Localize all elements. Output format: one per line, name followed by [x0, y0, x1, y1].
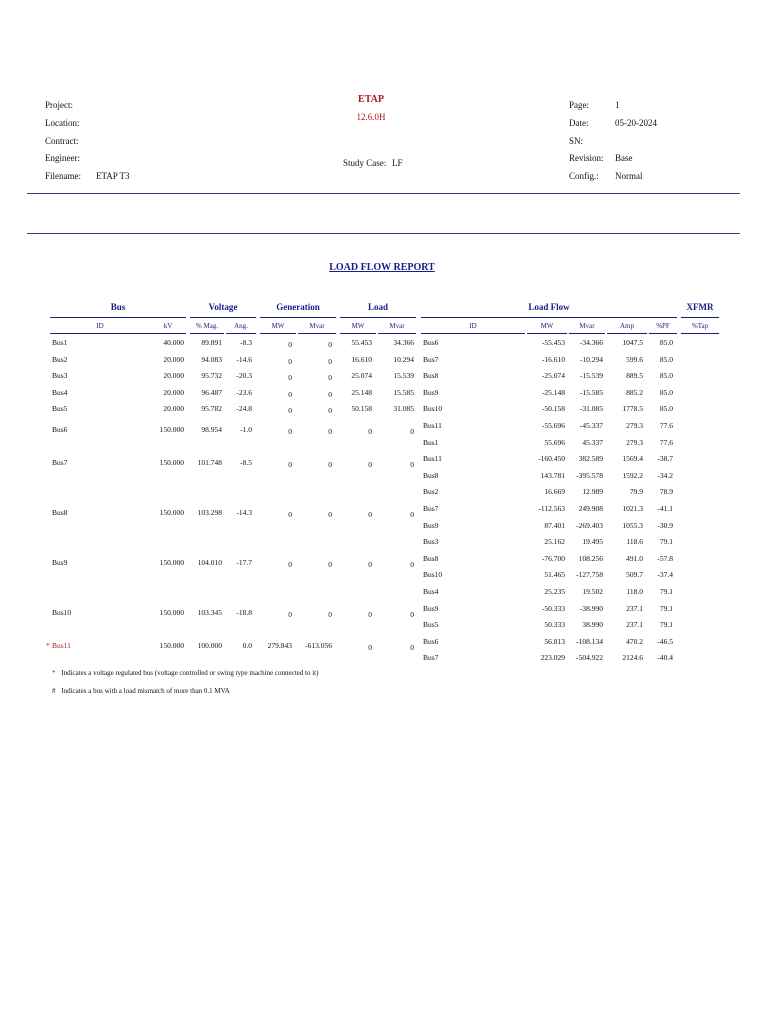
- bus-gen-mvar: 0: [328, 510, 332, 519]
- flow-amp: 599.6: [626, 354, 643, 364]
- flow-pf: 85.0: [659, 338, 673, 347]
- bus-load-mw: 0: [368, 609, 372, 619]
- col-gen-mvar: Mvar: [309, 322, 325, 330]
- bus-gen-mw: 0: [288, 340, 292, 349]
- flow-amp: 509.7: [626, 570, 643, 580]
- sub-rule-mag: [190, 333, 224, 334]
- flow-to-bus: Bus5: [423, 620, 439, 630]
- bus-load-mw: 55.453: [351, 338, 372, 347]
- bus-load-mw: 0: [368, 559, 372, 569]
- flow-to-bus: Bus2: [423, 487, 439, 497]
- bus-gen-mvar: 0: [328, 427, 332, 436]
- flow-mvar: -38.990: [579, 603, 603, 613]
- flow-amp: 79.9: [629, 487, 643, 497]
- group-load-flow-rule: [421, 317, 677, 318]
- flow-mvar: -395.578: [576, 470, 603, 480]
- bus-load-mvar: 0: [410, 642, 414, 652]
- flow-amp: 889.5: [626, 371, 643, 381]
- bus-ang: -8.5: [240, 458, 252, 468]
- flow-mw: -112.563: [538, 504, 565, 513]
- col-kv: kV: [163, 322, 173, 330]
- flow-mw: -16.610: [541, 354, 565, 364]
- bus-mag: 98.954: [201, 425, 222, 434]
- bus-load-mvar: 31.085: [393, 404, 414, 414]
- col-load-mw: MW: [351, 322, 365, 330]
- bus-load-mw: 0: [368, 642, 372, 652]
- bus-gen-mvar: 0: [328, 356, 332, 366]
- flow-mw: 55.696: [544, 437, 565, 447]
- bus-load-mw: 50.158: [351, 404, 372, 414]
- study-case-value: LF: [392, 158, 403, 168]
- flow-amp: 1592.2: [622, 470, 643, 480]
- bus-ang: -24.8: [236, 404, 252, 414]
- bus-ang: -17.7: [236, 557, 252, 567]
- bus-id: Bus10: [52, 607, 72, 617]
- bus-kv: 20.000: [163, 387, 184, 397]
- bus-id: Bus5: [52, 404, 68, 414]
- flow-pf: 77.6: [659, 437, 673, 447]
- bus-load-mw: 25.148: [351, 387, 372, 397]
- bus-mag: 95.732: [201, 371, 222, 381]
- sub-rule-ang: [226, 333, 256, 334]
- flow-to-bus: Bus11: [423, 421, 442, 430]
- flow-pf: 79.1: [659, 537, 673, 547]
- bus-id: Bus6: [52, 425, 68, 434]
- bus-id: Bus8: [52, 508, 68, 517]
- flow-amp: 1778.5: [622, 404, 643, 414]
- bus-gen-mvar: 0: [328, 373, 332, 383]
- flow-mvar: 19.502: [582, 587, 603, 596]
- bus-kv: 150.000: [159, 607, 184, 617]
- flow-mvar: 382.589: [578, 454, 603, 464]
- bus-gen-mw: 0: [288, 609, 292, 619]
- bus-load-mvar: 0: [410, 510, 414, 519]
- page-value: 1: [615, 100, 620, 110]
- bus-mag: 101.748: [197, 458, 222, 468]
- flow-amp: 1021.3: [622, 504, 643, 513]
- page-label: Page:: [569, 100, 589, 110]
- sn-label: SN:: [569, 136, 584, 146]
- bus-load-mvar: 10.294: [393, 354, 414, 364]
- bus-id: Bus3: [52, 371, 68, 381]
- flow-amp: 237.1: [626, 603, 643, 613]
- flow-mw: -160.450: [538, 454, 565, 464]
- flow-mvar: -127.758: [576, 570, 603, 580]
- bus-ang: -14.3: [236, 508, 252, 517]
- bus-id: Bus9: [52, 557, 68, 567]
- bus-gen-mvar: 0: [328, 460, 332, 470]
- bus-gen-mvar: 0: [328, 389, 332, 399]
- group-bus-rule: [50, 317, 186, 318]
- sub-rule-load-mw: [340, 333, 376, 334]
- location-label: Location:: [45, 118, 80, 128]
- bus-ang: 0.0: [242, 640, 252, 650]
- bus-kv: 150.000: [159, 425, 184, 434]
- flow-mw: -55.453: [541, 338, 565, 347]
- flow-mvar: -108.134: [576, 636, 603, 646]
- bus-gen-mw: 0: [288, 356, 292, 366]
- flow-mw: 56.813: [544, 636, 565, 646]
- bus-gen-mw: 0: [288, 427, 292, 436]
- bus-gen-mw: 0: [288, 510, 292, 519]
- flow-amp: 237.1: [626, 620, 643, 630]
- flow-pf: 77.6: [659, 421, 673, 430]
- bus-mag: 103.345: [197, 607, 222, 617]
- config-value: Normal: [615, 171, 643, 181]
- bus-gen-mw: 0: [288, 460, 292, 470]
- col-tap: %Tap: [691, 322, 709, 330]
- bus-mag: 103.298: [197, 508, 222, 517]
- flow-mw: 87.401: [544, 520, 565, 530]
- flow-amp: 118.0: [626, 587, 643, 596]
- flow-to-bus: Bus8: [423, 553, 439, 563]
- flow-mvar: 249.908: [578, 504, 603, 513]
- bus-mag: 100.000: [197, 640, 222, 650]
- bus-load-mw: 0: [368, 427, 372, 436]
- bus-id: Bus11: [52, 640, 71, 650]
- flow-mvar: -504.922: [576, 653, 603, 663]
- flow-pf: 79.1: [659, 620, 673, 630]
- col-ang: Ang.: [234, 322, 248, 330]
- bus-ang: -20.3: [236, 371, 252, 381]
- flow-to-bus: Bus6: [423, 636, 439, 646]
- header-divider-top: [27, 193, 740, 194]
- flow-mvar: -34.366: [579, 338, 603, 347]
- bus-gen-mw: 0: [288, 389, 292, 399]
- flow-mw: 50.333: [544, 620, 565, 630]
- app-name: ETAP: [358, 94, 384, 105]
- bus-kv: 20.000: [163, 354, 184, 364]
- bus-gen-mvar: 0: [328, 340, 332, 349]
- note-load-mismatch: [52, 687, 230, 695]
- flow-pf: -57.8: [657, 553, 673, 563]
- note-marker: #: [52, 687, 56, 695]
- flow-pf: 79.1: [659, 603, 673, 613]
- flow-to-bus: Bus9: [423, 520, 439, 530]
- bus-gen-mw: 0: [288, 559, 292, 569]
- group-voltage: Voltage: [208, 302, 238, 312]
- flow-mw: -55.696: [541, 421, 565, 430]
- bus-mag: 104.010: [197, 557, 222, 567]
- flow-mvar: 45.337: [582, 437, 603, 447]
- revision-label: Revision:: [569, 153, 604, 163]
- flow-mvar: 108.256: [578, 553, 603, 563]
- sub-rule-pf: [649, 333, 677, 334]
- group-load-rule: [340, 317, 416, 318]
- col-lf-mw: MW: [540, 322, 554, 330]
- bus-load-mvar: 0: [410, 609, 414, 619]
- flow-to-bus: Bus3: [423, 537, 439, 547]
- project-label: Project:: [45, 100, 73, 110]
- flow-pf: 85.0: [659, 404, 673, 414]
- col-id: ID: [96, 322, 104, 330]
- flow-to-bus: Bus1: [423, 437, 439, 447]
- sub-rule-gen-mw: [260, 333, 296, 334]
- flow-mw: -25.148: [541, 387, 565, 397]
- flow-pf: -30.9: [657, 520, 673, 530]
- config-label: Config.:: [569, 171, 599, 181]
- note-text: Indicates a bus with a load mismatch of more than 0.1 MVA: [61, 687, 230, 695]
- engineer-label: Engineer:: [45, 153, 80, 163]
- bus-load-mvar: 34.366: [393, 338, 414, 347]
- flow-pf: -34.2: [657, 470, 673, 480]
- bus-gen-mvar: 0: [328, 609, 332, 619]
- flow-amp: 1569.4: [622, 454, 643, 464]
- bus-ang: -8.3: [240, 338, 252, 347]
- flow-to-bus: Bus10: [423, 404, 443, 414]
- flow-mw: 16.669: [544, 487, 565, 497]
- bus-mag: 95.782: [201, 404, 222, 414]
- col-pf: %PF: [656, 322, 670, 330]
- flow-pf: -38.7: [657, 454, 673, 464]
- sub-rule-tap: [681, 333, 719, 334]
- bus-mag: 96.487: [201, 387, 222, 397]
- flow-mw: -50.333: [541, 603, 565, 613]
- col-mag: % Mag.: [195, 322, 219, 330]
- bus-id: Bus2: [52, 354, 68, 364]
- contract-label: Contract:: [45, 136, 79, 146]
- sub-rule-lf-mw: [527, 333, 567, 334]
- flow-to-bus: Bus8: [423, 371, 439, 381]
- flow-mw: 51.465: [544, 570, 565, 580]
- bus-gen-mvar: 0: [328, 406, 332, 416]
- date-value: 05-20-2024: [615, 118, 657, 128]
- flow-amp: 118.6: [626, 537, 643, 547]
- flow-mvar: -31.085: [579, 404, 603, 414]
- flow-amp: 1047.5: [622, 338, 643, 347]
- flow-pf: 78.9: [659, 487, 673, 497]
- flow-mw: 25.235: [544, 587, 565, 596]
- note-voltage-regulated: [52, 669, 318, 677]
- note-text: Indicates a voltage regulated bus (voltage controlled or swing type machine connected to it): [61, 669, 319, 677]
- group-bus: Bus: [110, 302, 126, 312]
- app-version: 12.6.0H: [356, 112, 386, 122]
- bus-load-mw: 25.074: [351, 371, 372, 381]
- flow-pf: 79.1: [659, 587, 673, 596]
- flow-pf: -41.1: [657, 504, 673, 513]
- bus-id: Bus1: [52, 338, 68, 347]
- flow-mw: 143.781: [540, 470, 565, 480]
- bus-gen-mvar: -613.056: [305, 640, 332, 650]
- flow-mvar: 19.495: [582, 537, 603, 547]
- flow-to-bus: Bus8: [423, 470, 439, 480]
- flow-mvar: 38.990: [582, 620, 603, 630]
- flow-pf: 85.0: [659, 371, 673, 381]
- flow-to-bus: Bus7: [423, 354, 439, 364]
- bus-load-mvar: 15.585: [393, 387, 414, 397]
- flow-mw: 223.029: [540, 653, 565, 663]
- col-load-mvar: Mvar: [389, 322, 405, 330]
- bus-mag: 94.083: [201, 354, 222, 364]
- flow-amp: 1055.3: [622, 520, 643, 530]
- bus-mag: 89.891: [201, 338, 222, 347]
- flow-pf: -37.4: [657, 570, 673, 580]
- col-amp: Amp: [620, 322, 634, 330]
- bus-load-mw: 0: [368, 510, 372, 519]
- group-load: Load: [367, 302, 388, 312]
- col-gen-mw: MW: [271, 322, 285, 330]
- flow-to-bus: Bus7: [423, 504, 439, 513]
- bus-id: Bus7: [52, 458, 68, 468]
- header-divider-bottom: [27, 233, 740, 234]
- col-lf-mvar: Mvar: [579, 322, 595, 330]
- bus-kv: 20.000: [163, 371, 184, 381]
- bus-gen-mw: 279.843: [267, 640, 292, 650]
- group-generation: Generation: [276, 302, 320, 312]
- bus-ang: -14.6: [236, 354, 252, 364]
- bus-gen-mw: 0: [288, 373, 292, 383]
- flow-mvar: -269.403: [576, 520, 603, 530]
- bus-load-mw: 0: [368, 460, 372, 470]
- bus-gen-mvar: 0: [328, 559, 332, 569]
- bus-load-mvar: 0: [410, 460, 414, 470]
- flow-pf: 85.0: [659, 354, 673, 364]
- sub-rule-lf-id: [421, 333, 525, 334]
- bus-ang: -1.0: [240, 425, 252, 434]
- sub-rule-gen-mvar: [298, 333, 336, 334]
- flow-amp: 2124.6: [622, 653, 643, 663]
- flow-mw: -76.700: [541, 553, 565, 563]
- filename-value: ETAP T3: [96, 171, 130, 181]
- flow-mvar: -10.294: [579, 354, 603, 364]
- filename-label: Filename:: [45, 171, 81, 181]
- flow-mw: -25.074: [541, 371, 565, 381]
- note-marker: *: [52, 669, 56, 677]
- bus-gen-mw: 0: [288, 406, 292, 416]
- flow-to-bus: Bus9: [423, 603, 439, 613]
- flow-mvar: -15.585: [579, 387, 603, 397]
- group-generation-rule: [260, 317, 336, 318]
- sub-rule-load-mvar: [378, 333, 416, 334]
- group-xfmr-rule: [681, 317, 719, 318]
- bus-load-mvar: 0: [410, 559, 414, 569]
- flow-mvar: 12.989: [582, 487, 603, 497]
- flow-to-bus: Bus9: [423, 387, 439, 397]
- swing-marker: *: [46, 640, 50, 650]
- sub-rule-lf-mvar: [569, 333, 605, 334]
- flow-to-bus: Bus10: [423, 570, 443, 580]
- flow-pf: -40.4: [657, 653, 673, 663]
- flow-amp: 279.3: [626, 437, 643, 447]
- bus-kv: 150.000: [159, 458, 184, 468]
- group-voltage-rule: [190, 317, 256, 318]
- bus-kv: 40.000: [163, 338, 184, 347]
- bus-ang: -18.8: [236, 607, 252, 617]
- flow-amp: 279.3: [626, 421, 643, 430]
- flow-to-bus: Bus4: [423, 587, 439, 596]
- report-title: LOAD FLOW REPORT: [329, 262, 435, 273]
- flow-to-bus: Bus6: [423, 338, 439, 347]
- bus-load-mw: 16.610: [351, 354, 372, 364]
- flow-pf: 85.0: [659, 387, 673, 397]
- sub-rule-bus: [50, 333, 186, 334]
- group-xfmr: XFMR: [686, 302, 714, 312]
- bus-id: Bus4: [52, 387, 68, 397]
- revision-value: Base: [615, 153, 633, 163]
- flow-mvar: -45.337: [579, 421, 603, 430]
- bus-load-mvar: 0: [410, 427, 414, 436]
- sub-rule-amp: [607, 333, 647, 334]
- flow-mw: 25.162: [544, 537, 565, 547]
- date-label: Date:: [569, 118, 589, 128]
- flow-amp: 491.0: [626, 553, 643, 563]
- bus-ang: -23.6: [236, 387, 252, 397]
- flow-amp: 885.2: [626, 387, 643, 397]
- col-lf-id: ID: [469, 322, 477, 330]
- bus-kv: 150.000: [159, 640, 184, 650]
- flow-amp: 470.2: [626, 636, 643, 646]
- flow-to-bus: Bus7: [423, 653, 439, 663]
- study-case-label: Study Case:: [343, 158, 387, 168]
- bus-load-mvar: 15.539: [393, 371, 414, 381]
- flow-to-bus: Bus11: [423, 454, 442, 464]
- flow-pf: -46.5: [657, 636, 673, 646]
- bus-kv: 150.000: [159, 557, 184, 567]
- bus-kv: 150.000: [159, 508, 184, 517]
- bus-kv: 20.000: [163, 404, 184, 414]
- group-load-flow: Load Flow: [528, 302, 570, 312]
- flow-mw: -50.158: [541, 404, 565, 414]
- flow-mvar: -15.539: [579, 371, 603, 381]
